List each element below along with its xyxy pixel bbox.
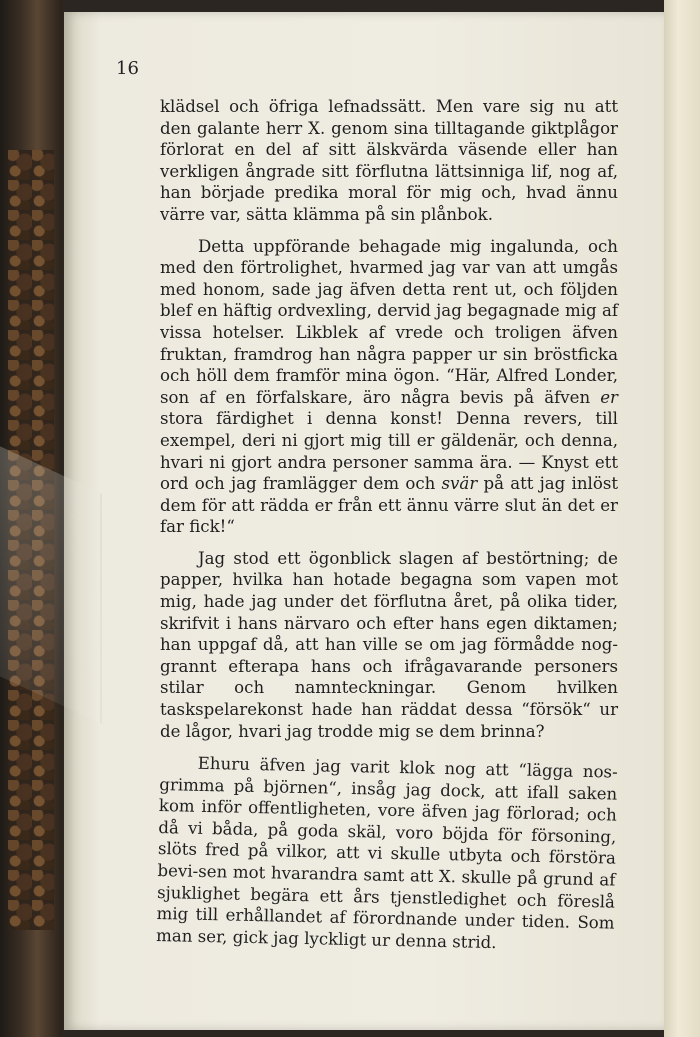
text-run: på att jag inlöst dem för att rädda er från ett ännu värre slut än det er far fick!“ [160,474,618,537]
emphasis-text: svär [441,474,478,494]
paragraph [160,96,618,226]
page-number: 16 [116,58,139,79]
paragraph [160,548,618,742]
paragraph [156,752,618,956]
page-text [155,96,618,957]
text-run: Detta uppförande behagade mig ingalunda, och med den förtrolighet, hvarmed jag var van att umgås med honom, sade jag äfven detta rent ut, och följden blef en häftig ordvexling, dervid jag begagnade mig af vissa hotelser. Likblek af vrede och troligen äfven fruktan, framdrog han några papper ur sin bröstficka och höll dem framför mina ögon. “Här, Alfred Londer, son af en förfalskare, äro några bevis på äfven [160,236,618,407]
text-run: klädsel och öfriga lefnadssätt. Men vare sig nu att den galante herr X. genom sina tilltagande giktplågor förlorat en del af sitt älskvärda väsende eller han verkligen ångrade sitt förflutna lättsinniga lif, nog af, han började predika moral för mig och, hvad ännu värre var, sätta klämma på sin plånbok. [160,97,618,224]
next-page-edge [664,0,700,1037]
emphasis-text: er [600,387,618,407]
text-run: Jag stod ett ögonblick slagen af bestörtning; de papper, hvilka han hotade begagna som vapen mot mig, hade jag under det förflutna året, på olika tider, skrifvit i hans närvaro och efter hans egen diktamen; han uppgaf då, att han ville se om jag förmådde nog-grannt efterapa hans och ifrågavarande personers stilar och namnteckningar. Genom hvilken taskspelarekonst hade han räddat dessa “försök“ ur de lågor, hvari jag trodde mig se dem brinna? [160,548,618,741]
text-run: Ehuru äfven jag varit klok nog att “lägga nos-grimma på björnen“, insåg jag dock, att ifall saken kom inför offentligheten, vore äfven jag förlorad; och då vi båda, på goda skäl, voro böjda för försoning, slöts fred på vilkor, att vi skulle utbyta och förstöra bevi-sen mot hvarandra samt att X. skulle på grund af sjuklighet begära ett års tjenstledighet och föreslå mig till erhållandet af förordnande under tiden. Som man ser, gick jag lyckligt ur denna strid. [155,754,618,953]
magnifier-glass-edge [0,446,102,724]
text-run: stora färdighet i denna konst! Denna revers, till exempel, deri ni gjort mig till er gäldenär, och denna, hvari ni gjort andra personer samma ära. — Knyst ett ord och jag framlägger dem och [160,409,618,494]
paragraph [160,236,618,538]
